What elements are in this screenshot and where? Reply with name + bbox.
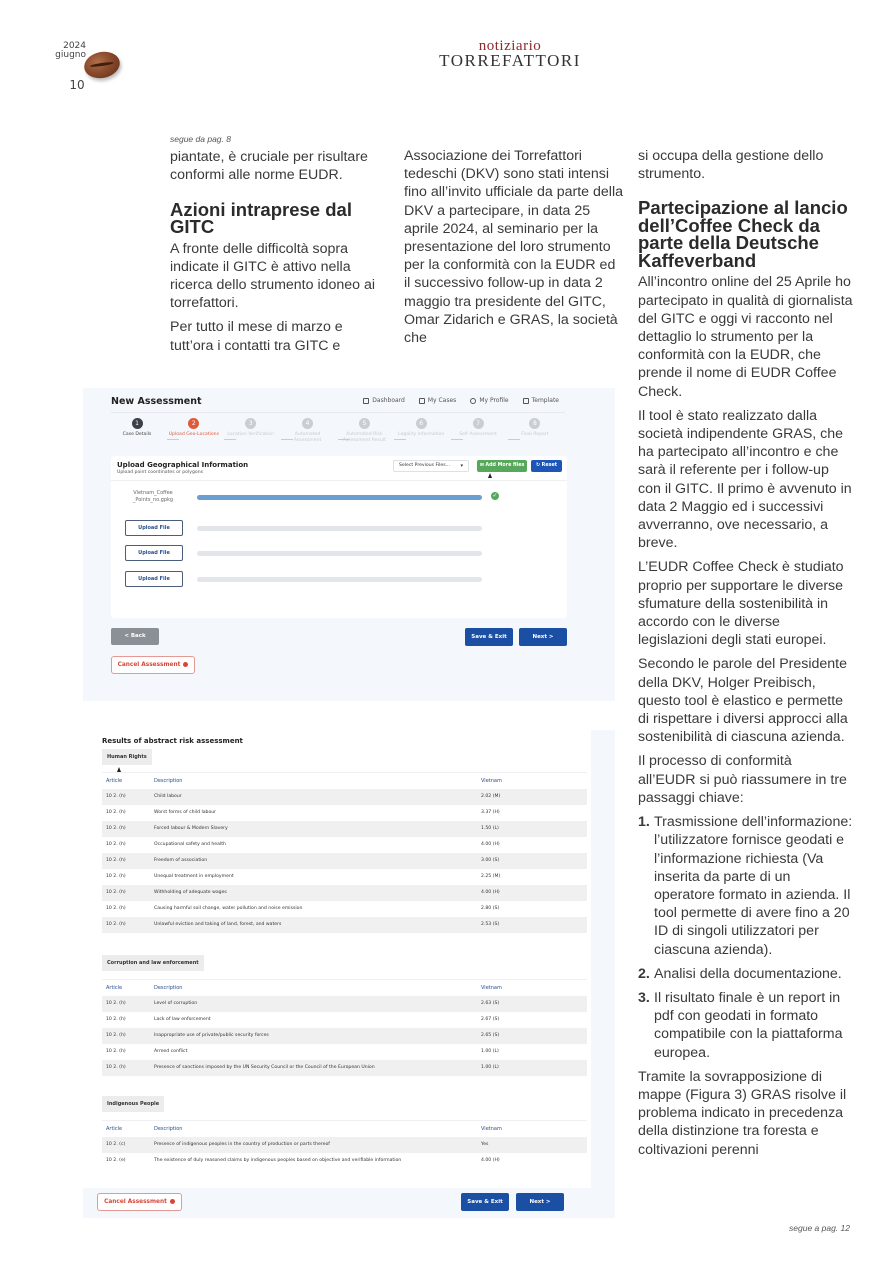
- table-row: [102, 917, 587, 933]
- article-column-3: [638, 147, 853, 1165]
- table-row: [102, 1028, 587, 1044]
- coffee-bean-icon: [82, 49, 123, 82]
- button-label: Cancel Assessment: [117, 662, 181, 668]
- score-cell: 4.00 (H): [481, 1158, 500, 1163]
- upload-title: Upload Geographical Information: [117, 461, 249, 469]
- upload-progress-bar: [197, 495, 482, 500]
- check-circle-icon: ✓: [492, 492, 498, 499]
- paragraph: Il processo di conformità all’EUDR si può riassumere in tre passaggi chiave:: [638, 753, 847, 806]
- description-cell: Causing harmful soil change, water pollution and noise emission: [154, 906, 303, 911]
- uploaded-file-row: [125, 490, 555, 510]
- step-label: Automated Risk Assessment Result: [342, 432, 386, 443]
- article-cell: 10 2. (h): [102, 996, 154, 1012]
- article-cell: 10 2. (h): [106, 906, 126, 911]
- column-header: Article: [102, 773, 154, 789]
- masthead-bottom: TORREFATTORI: [439, 51, 581, 70]
- upload-row: [125, 571, 555, 591]
- process-steps-list: [638, 813, 853, 1062]
- score-cell: 1.00 (L): [481, 1049, 499, 1054]
- step-upload-geo-locations[interactable]: [168, 418, 220, 444]
- upload-row: [125, 545, 555, 565]
- corruption-table: [102, 979, 587, 1076]
- mouse-cursor-icon: [488, 473, 492, 478]
- upload-screenshot: [83, 388, 615, 701]
- nav-label: My Profile: [479, 397, 509, 404]
- article-cell: 10 2. (h): [102, 885, 154, 901]
- step-case-details[interactable]: [111, 418, 163, 444]
- column-header: Article: [102, 1121, 154, 1137]
- article-cell: 10 2. (h): [102, 1060, 154, 1076]
- paragraph: A fronte delle difficoltà sopra indicate il GITC è attivo nella ricerca dello strumento idoneo ai torrefattori.: [170, 240, 376, 312]
- article-cell: 10 2. (h): [106, 810, 126, 815]
- table-row: [102, 853, 587, 869]
- nav-my-cases[interactable]: [419, 397, 456, 404]
- cancel-dot-icon: [170, 1199, 175, 1204]
- table-row: [102, 1044, 587, 1060]
- nav-dashboard[interactable]: [363, 397, 405, 404]
- step-self-assessment[interactable]: [452, 418, 504, 444]
- upload-progress-fill: [197, 495, 482, 500]
- upload-progress-bar: [197, 551, 482, 556]
- table-row: [102, 789, 587, 805]
- upload-subtitle: Upload point coordinates or polygons: [117, 470, 203, 475]
- description-cell: Inappropriate use of private/public security forces: [154, 1028, 477, 1044]
- column-header: Description: [154, 980, 477, 996]
- step-label: Case Details: [122, 432, 152, 437]
- table-row: [102, 869, 587, 885]
- continued-on-note: segue a pag. 12: [789, 1223, 850, 1233]
- table-row: [102, 885, 587, 901]
- table-row: [102, 821, 587, 837]
- list-number: 3.: [638, 989, 650, 1006]
- description-cell: Armed conflict: [154, 1049, 188, 1054]
- cancel-assessment-button[interactable]: [97, 1193, 182, 1211]
- cancel-dot-icon: [183, 662, 188, 667]
- button-label: Add More files: [485, 463, 525, 468]
- reset-icon: ↻: [535, 463, 542, 468]
- upload-row: [125, 520, 555, 540]
- score-cell: 2.65 (S): [477, 1028, 587, 1044]
- nav-my-profile[interactable]: [470, 397, 508, 404]
- description-cell: Presence of sanctions imposed by the UN Security Council or the Council of the European Union: [154, 1060, 477, 1076]
- score-cell: 4.00 (H): [481, 842, 500, 847]
- step-label: Automated Assessment: [293, 432, 322, 443]
- step-automated-assessment[interactable]: [282, 418, 334, 444]
- table-row: [102, 901, 587, 917]
- list-text: Il risultato finale è un report in pdf con geodati in formato compatibile con la piattaforma europea.: [654, 989, 843, 1061]
- dashboard-icon: [363, 398, 369, 404]
- article-cell: 10 2. (h): [102, 917, 154, 933]
- template-icon: [523, 398, 529, 404]
- list-text: Trasmissione dell’informazione: l’utilizzatore fornisce geodati e l’informazione richiesta (Va inserita da parte di un operatore formato in azienda. Il tool permette di avere fino a 20 ID di singoli utilizzatori per ciascuna azienda).: [654, 814, 853, 958]
- save-exit-button[interactable]: Save & Exit: [465, 628, 513, 646]
- select-placeholder: Select Previous Files...: [399, 463, 450, 468]
- score-cell: 2.53 (S): [477, 917, 587, 933]
- upload-file-button[interactable]: Upload File: [125, 520, 183, 536]
- next-button[interactable]: Next >: [516, 1193, 564, 1211]
- nav-template[interactable]: [523, 397, 559, 404]
- paragraph: si occupa della gestione dello strumento.: [638, 148, 824, 183]
- score-cell: 2.67 (S): [481, 1017, 500, 1022]
- next-button[interactable]: Next >: [519, 628, 567, 646]
- score-cell: 2.80 (S): [481, 906, 500, 911]
- article-cell: 10 2. (h): [102, 853, 154, 869]
- article-cell: 10 2. (h): [106, 842, 126, 847]
- human-rights-table: [102, 772, 587, 933]
- divider: [111, 480, 567, 481]
- table-row: [102, 805, 587, 821]
- score-cell: 1.00 (L): [477, 1060, 587, 1076]
- step-number: 6: [416, 418, 427, 429]
- paragraph: Associazione dei Torrefattori tedeschi (DKV) sono stati intensi fino all’invito ufficiale da parte della DKV a partecipare, in data 25 aprile 2024, al seminario per la presentazione del loro strumento per la conformità con la EUDR ed il successivo follow-up in data 2 maggio tra presidente del GITC, Omar Zidarich e GRAS, la società che: [404, 148, 623, 347]
- step-location-verification[interactable]: [225, 418, 277, 444]
- article-column-1: [170, 130, 385, 361]
- list-item: [638, 989, 853, 1062]
- button-label: Cancel Assessment: [104, 1199, 167, 1205]
- issue-year: 2024: [63, 41, 86, 51]
- article-cell: 10 2. (e): [106, 1158, 126, 1163]
- divider: [111, 412, 565, 413]
- table-row: [102, 1137, 587, 1153]
- nav-label: Template: [531, 397, 559, 404]
- description-cell: Withholding of adequate wages: [154, 885, 477, 901]
- upload-progress-bar: [197, 577, 482, 582]
- step-number: 3: [245, 418, 256, 429]
- column-header: Vietnam: [477, 773, 587, 789]
- column-header: Vietnam: [477, 1121, 587, 1137]
- table-row: [102, 1060, 587, 1076]
- table-header-row: [102, 980, 587, 996]
- list-item: [638, 813, 853, 959]
- add-more-files-button[interactable]: [477, 460, 527, 472]
- nav-label: My Cases: [427, 397, 457, 404]
- step-label: Self Assessment: [459, 432, 497, 437]
- article-cell: 10 2. (h): [106, 1017, 126, 1022]
- article-cell: 10 2. (h): [102, 789, 154, 805]
- score-cell: 2.02 (M): [477, 789, 587, 805]
- article-cell: 10 2. (h): [106, 1049, 126, 1054]
- button-label: Reset: [541, 463, 558, 468]
- score-cell: 1.50 (L): [477, 821, 587, 837]
- reset-button[interactable]: [531, 460, 562, 472]
- description-cell: Unlawful eviction and taking of land, forest, and waters: [154, 917, 477, 933]
- masthead-top: notiziario: [478, 38, 542, 54]
- user-icon: [470, 398, 476, 404]
- background-panel: [591, 730, 615, 1188]
- indigenous-people-table: [102, 1120, 587, 1169]
- step-final-report[interactable]: [509, 418, 561, 444]
- description-cell: Level of corruption: [154, 996, 477, 1012]
- table-header-row: [102, 773, 587, 789]
- issue-month: giugno: [55, 50, 86, 60]
- back-button[interactable]: < Back: [111, 628, 159, 645]
- list-number: 2.: [638, 965, 650, 982]
- column-header: Description: [154, 1121, 477, 1137]
- score-cell: 2.63 (S): [477, 996, 587, 1012]
- score-cell: 4.00 (H): [477, 885, 587, 901]
- page-number: 10: [69, 78, 85, 92]
- paragraph: Secondo le parole del Presidente della DKV, Holger Preibisch, questo tool è elastico e permette di rispettare i diversi approcci alla sostenibilità di ciascuna azienda.: [638, 656, 848, 746]
- article-cell: 10 2. (h): [102, 1028, 154, 1044]
- chevron-down-icon: ▾: [460, 463, 463, 469]
- previous-files-select[interactable]: [393, 460, 469, 472]
- continued-from-note: segue da pag. 8: [170, 134, 231, 144]
- score-cell: 3.00 (S): [477, 853, 587, 869]
- step-number: 7: [473, 418, 484, 429]
- section-tab-corruption[interactable]: Corruption and law enforcement: [102, 955, 204, 971]
- step-risk-assessment-result[interactable]: [338, 418, 390, 444]
- section-heading: Azioni intraprese dal GITC: [170, 198, 352, 238]
- score-cell: Yes: [477, 1137, 587, 1153]
- table-row: [102, 837, 587, 853]
- app-title: New Assessment: [111, 396, 202, 407]
- paragraph: L’EUDR Coffee Check è studiato proprio per supportare le diverse sfumature della sostenibilità in accordo con le diverse legislazioni degli stati europei.: [638, 559, 844, 649]
- table-row: [102, 1012, 587, 1028]
- document-icon: [419, 398, 425, 404]
- step-label: Legality Information: [398, 432, 445, 437]
- section-tab-indigenous-people[interactable]: Indigenous People: [102, 1096, 164, 1112]
- description-cell: Unequal treatment in employment: [154, 874, 234, 879]
- column-header: Article: [102, 980, 154, 996]
- description-cell: Child labour: [154, 789, 477, 805]
- section-tab-human-rights[interactable]: Human Rights: [102, 749, 152, 765]
- masthead-logo: [430, 40, 590, 69]
- upload-file-button[interactable]: Upload File: [125, 571, 183, 587]
- description-cell: Presence of indigenous peoples in the country of production or parts thereof: [154, 1137, 477, 1153]
- paragraph: Il tool è stato realizzato dalla società indipendente GRAS, che ha partecipato all’incontro e che sarà il referente per i follow-up con il GITC. Il primo è avvenuto in data 2 Maggio ed i successivi avverranno, ove necessario, a breve.: [638, 407, 852, 552]
- results-title: Results of abstract risk assessment: [102, 737, 243, 745]
- article-cell: 10 2. (h): [106, 874, 126, 879]
- paragraph: piantate, è cruciale per risultare conformi alle norme EUDR.: [170, 149, 368, 184]
- step-label: Final Report: [521, 432, 549, 437]
- description-cell: Forced labour & Modern Slavery: [154, 821, 477, 837]
- step-number: 8: [529, 418, 540, 429]
- step-legality-information[interactable]: [395, 418, 447, 444]
- step-number: 1: [132, 418, 143, 429]
- list-text: Analisi della documentazione.: [654, 965, 842, 982]
- description-cell: The existence of duly reasoned claims by indigenous peoples based on objective and verifiable information: [154, 1158, 402, 1163]
- list-number: 1.: [638, 814, 650, 831]
- column-header: Vietnam: [477, 980, 587, 996]
- article-cell: 10 2. (h): [102, 821, 154, 837]
- paragraph: Tramite la sovrapposizione di mappe (Figura 3) GRAS risolve il problema indicato in precedenza della distinzione tra foresta e coltivazioni perenni: [638, 1068, 847, 1158]
- cancel-assessment-button[interactable]: [111, 656, 195, 674]
- plus-icon: ⊞: [479, 463, 486, 468]
- save-exit-button[interactable]: Save & Exit: [461, 1193, 509, 1211]
- description-cell: Freedom of association: [154, 853, 477, 869]
- step-label: Location Verification: [227, 432, 275, 437]
- table-header-row: [102, 1121, 587, 1137]
- step-label: Upload Geo-Locations: [168, 432, 219, 437]
- step-number: 4: [302, 418, 313, 429]
- section-heading: Partecipazione al lancio dell’Coffee Check da parte della Deutsche Kaffeverband: [638, 197, 848, 271]
- table-row: [102, 996, 587, 1012]
- upload-file-button[interactable]: Upload File: [125, 545, 183, 561]
- article-cell: 10 2. (c): [102, 1137, 154, 1153]
- uploaded-file-name: Vietnam_Coffee _Points_no.gpkg: [132, 490, 174, 503]
- score-cell: 2.25 (M): [481, 874, 501, 879]
- article-column-2: [404, 147, 624, 353]
- description-cell: Lack of law enforcement: [154, 1017, 211, 1022]
- upload-card: [111, 456, 567, 618]
- progress-stepper: [111, 418, 561, 444]
- step-number: 2: [188, 418, 199, 429]
- top-nav: [363, 397, 559, 404]
- paragraph: All’incontro online del 25 Aprile ho partecipato in qualità di giornalista del GITC e oggi vi racconto nel dettaglio lo strumento per la conformità con la EUDR, che prende il nome di EUDR Coffee Check.: [638, 274, 853, 400]
- table-row: [102, 1153, 587, 1169]
- description-cell: Occupational safety and health: [154, 842, 226, 847]
- step-number: 5: [359, 418, 370, 429]
- column-header: Description: [154, 773, 477, 789]
- issue-date: [50, 42, 86, 60]
- list-item: [638, 965, 853, 983]
- paragraph: Per tutto il mese di marzo e tutt’ora i contatti tra GITC e: [170, 319, 343, 354]
- upload-progress-bar: [197, 526, 482, 531]
- score-cell: 3.37 (H): [481, 810, 500, 815]
- description-cell: Worst forms of child labour: [154, 810, 217, 815]
- risk-results-screenshot: [83, 730, 615, 1218]
- nav-label: Dashboard: [372, 397, 405, 404]
